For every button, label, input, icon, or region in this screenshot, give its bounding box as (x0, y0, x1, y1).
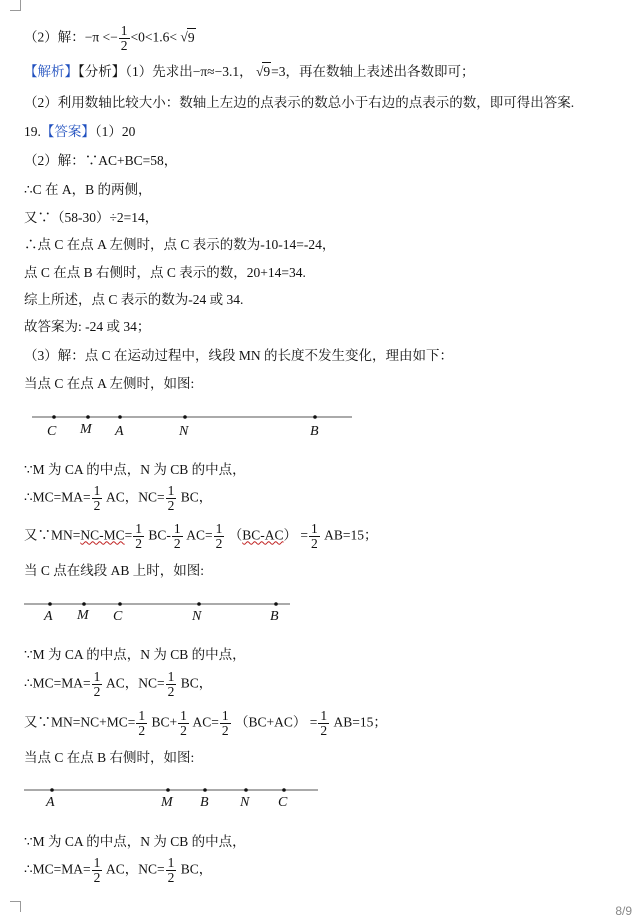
case3-title: 当点 C 在点 B 右侧时，如图: (24, 750, 195, 765)
analysis-line: 【解析】【分析】（1）先求出−π≈−3.1， √9=3，再在数轴上表述出各数即可； (24, 64, 475, 79)
label-m: M (161, 795, 173, 810)
point-1 (48, 602, 52, 606)
label-a: A (46, 795, 55, 810)
mc-ma-line-1: ∴MC=MA= $\frac{1}{2}$ AC，NC= $\frac{1}{2}$ BC， (24, 483, 213, 513)
point-1 (50, 788, 54, 792)
mc-ma-line-2: ∴MC=MA= $\frac{1}{2}$ AC，NC= $\frac{1}{2}$ BC， (24, 669, 213, 699)
part2-rest: <0<1.6< (130, 29, 181, 45)
point-2 (166, 788, 170, 792)
solution-line-both-sides: ∴C 在 A，B 的两侧， (24, 182, 152, 197)
mc-ma-line-3: ∴MC=MA= $\frac{1}{2}$ AC，NC= $\frac{1}{2}$ BC， (24, 855, 213, 885)
label-n: N (192, 609, 202, 624)
analysis-tag: 【解析】 (24, 64, 78, 79)
number-line-figure-3 (0, 778, 640, 814)
analysis-text2: =3，再在数轴上表述出各数即可； (271, 64, 475, 79)
mn-line-1: 又∵MN=NC-MC= $\frac{1}{2}$ BC- $\frac{1}{2}$ AC= $\frac{1}{2}$ （BC-AC） = $\frac{1}{2}$ AB=15； (24, 521, 378, 551)
analysis-text1: 【分析】（1）先求出−π≈−3.1， (78, 64, 256, 79)
midpoint-statement-1: ∵M 为 CA 的中点，N 为 CB 的中点， (24, 462, 246, 477)
point-3 (118, 415, 122, 419)
label-c: C (47, 424, 57, 439)
solution-line-sum: （2）解：∵AC+BC=58， (24, 153, 178, 168)
question-number: 19. (24, 124, 41, 139)
corner-mark-top-left (10, 0, 21, 11)
midpoint-statement-3: ∵M 为 CA 的中点，N 为 CB 的中点， (24, 834, 246, 849)
analysis-line-2: （2）利用数轴比较大小：数轴上左边的点表示的数总小于右边的点表示的数，即可得出答案. (24, 95, 575, 110)
label-m: M (77, 608, 89, 623)
sqrt-nine: 9 (187, 29, 195, 45)
point-2 (82, 602, 86, 606)
point-1 (52, 415, 56, 419)
label-m: M (80, 422, 92, 437)
answer-tag: 【答案】 (40, 124, 95, 139)
case2-title: 当 C 点在线段 AB 上时，如图: (24, 563, 205, 578)
label-n: N (179, 424, 189, 439)
point-5 (274, 602, 278, 606)
point-3 (203, 788, 207, 792)
part2-prefix: （2）解： (24, 29, 85, 45)
label-b: B (270, 609, 279, 624)
point-5 (313, 415, 317, 419)
label-b: B (310, 424, 319, 439)
page-number: 8/9 (615, 904, 632, 918)
midpoint-statement-2: ∵M 为 CA 的中点，N 为 CB 的中点， (24, 647, 246, 662)
question-19-answer (24, 123, 135, 141)
label-c: C (113, 609, 123, 624)
solution-line-summary: 综上所述，点 C 表示的数为-24 或 34. (24, 292, 244, 307)
label-a: A (115, 424, 124, 439)
mn-line-2: 又∵MN=NC+MC= $\frac{1}{2}$ BC+ $\frac{1}{2}$ AC= $\frac{1}{2}$ （BC+AC） = $\frac{1}{2}$ AB=15； (24, 708, 387, 738)
label-n: N (240, 795, 250, 810)
answer-part1: （1）20 (94, 124, 136, 139)
point-4 (244, 788, 248, 792)
point-3 (118, 602, 122, 606)
number-line-figure-2 (0, 592, 640, 628)
point-2 (86, 415, 90, 419)
solution-line-answer: 故答案为: -24 或 34； (24, 319, 151, 334)
fraction-half: $\frac{1}{2}$ (120, 23, 128, 53)
part2-lhs: −π <− (84, 29, 118, 45)
corner-mark-bottom-left (10, 901, 21, 912)
number-line-figure-1 (0, 405, 640, 441)
label-a: A (44, 609, 53, 624)
part3-statement: （3）解：点 C 在运动过程中，线段 MN 的长度不发生变化，理由如下： (24, 348, 454, 363)
analysis-sqrt: 9 (263, 64, 271, 79)
solution-line-calc: 又∵（58-30）÷2=14， (24, 210, 159, 225)
label-b: B (200, 795, 209, 810)
solution-line-right: 点 C 在点 B 右侧时，点 C 表示的数，20+14=34. (24, 265, 306, 280)
part2-solution-line: （2）解：−π <− $\frac{1}{2}$ <0<1.6< √9 (24, 23, 195, 53)
label-c: C (278, 795, 288, 810)
point-4 (197, 602, 201, 606)
point-4 (183, 415, 187, 419)
solution-line-left: ∴点 C 在点 A 左侧时，点 C 表示的数为-10-14=-24， (24, 237, 336, 252)
case1-title: 当点 C 在点 A 左侧时，如图: (24, 376, 195, 391)
point-5 (282, 788, 286, 792)
